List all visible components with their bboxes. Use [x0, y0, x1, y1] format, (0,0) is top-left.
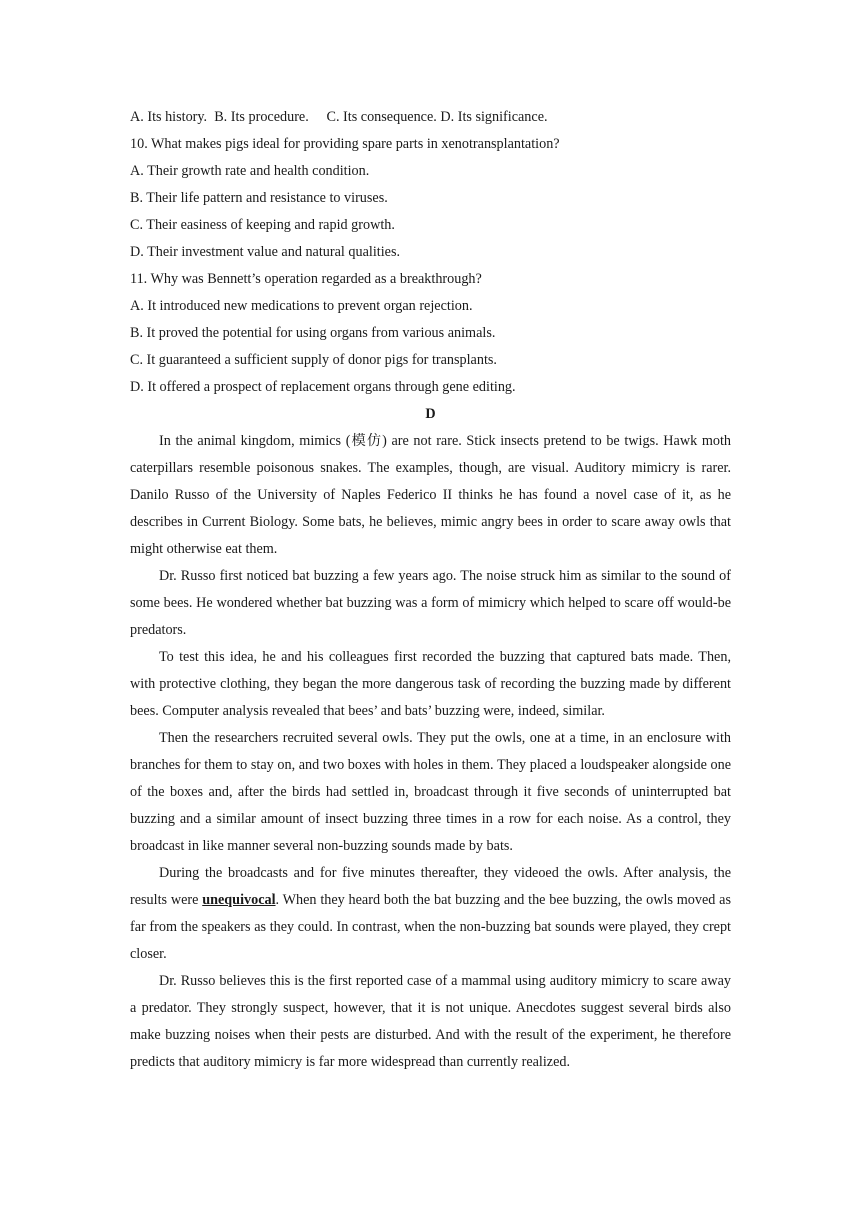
passage-paragraph-5 — [130, 860, 731, 968]
passage-paragraph-4: Then the researchers recruited several owls. They put the owls, one at a time, in an enclosure with branches for them to stay on, and two boxes with holes in them. They placed a loudspeaker alongside one of the boxes and, after the birds had settled in, broadcast through it five seconds of uninterrupted bat buzzing and a similar amount of insect buzzing three times in a row for each noise. As a control, they broadcast in like manner several non-buzzing sounds made by bats. — [130, 730, 731, 854]
q9-options-row — [130, 104, 731, 131]
q11-option-d[interactable]: D. It offered a prospect of replacement organs through gene editing. — [130, 379, 516, 395]
section-d-heading: D — [425, 406, 436, 422]
q9-option-c[interactable]: C. Its consequence. — [326, 109, 437, 125]
q9-option-b[interactable]: B. Its procedure. — [214, 109, 309, 125]
paragraph-5-text-before: During the broadcasts and for five minutes thereafter, they videoed the owls. After analysis, the results were — [130, 865, 731, 908]
document-page — [130, 104, 731, 1076]
passage-paragraph-2: Dr. Russo first noticed bat buzzing a few years ago. The noise struck him as similar to the sound of some bees. He wondered whether bat buzzing was a form of mimicry which helped to scare off would-be predators. — [130, 568, 731, 638]
q10-option-b[interactable]: B. Their life pattern and resistance to viruses. — [130, 190, 388, 206]
passage-paragraph-3: To test this idea, he and his colleagues first recorded the buzzing that captured bats made. Then, with protective clothing, they began the more dangerous task of recording the buzzing made by different bees. Computer analysis revealed that bees’ and bats’ buzzing were, indeed, similar. — [130, 649, 731, 719]
q11-option-b[interactable]: B. It proved the potential for using organs from various animals. — [130, 325, 496, 341]
paragraph-5-text-after: . When they heard both the bat buzzing and the bee buzzing, the owls moved as far from the speakers as they could. In contrast, when the non-buzzing bat sounds were played, they crept closer. — [130, 892, 731, 962]
q11-stem: 11. Why was Bennett’s operation regarded as a breakthrough? — [130, 271, 482, 287]
q11-option-a[interactable]: A. It introduced new medications to prevent organ rejection. — [130, 298, 473, 314]
passage-paragraph-1: In the animal kingdom, mimics (模仿) are not rare. Stick insects pretend to be twigs. Hawk moth caterpillars resemble poisonous snakes. The examples, though, are visual. Auditory mimicry is rarer. Danilo Russo of the University of Naples Federico II thinks he has found a novel case of it, as he describes in Current Biology. Some bats, he believes, mimic angry bees in order to scare away owls that might otherwise eat them. — [130, 433, 731, 557]
q10-option-a[interactable]: A. Their growth rate and health condition. — [130, 163, 370, 179]
q10-option-d[interactable]: D. Their investment value and natural qualities. — [130, 244, 401, 260]
q9-option-a[interactable]: A. Its history. — [130, 109, 208, 125]
q10-option-c[interactable]: C. Their easiness of keeping and rapid growth. — [130, 217, 395, 233]
q11-option-c[interactable]: C. It guaranteed a sufficient supply of donor pigs for transplants. — [130, 352, 497, 368]
q9-option-d[interactable]: D. Its significance. — [440, 109, 548, 125]
q10-stem: 10. What makes pigs ideal for providing spare parts in xenotransplantation? — [130, 136, 560, 152]
underlined-keyword: unequivocal — [202, 892, 276, 908]
passage-paragraph-6: Dr. Russo believes this is the first reported case of a mammal using auditory mimicry to scare away a predator. They strongly suspect, however, that it is not unique. Anecdotes suggest several birds also make buzzing noises when their pests are disturbed. And with the result of the experiment, he therefore predicts that auditory mimicry is far more widespread than currently realized. — [130, 973, 731, 1070]
